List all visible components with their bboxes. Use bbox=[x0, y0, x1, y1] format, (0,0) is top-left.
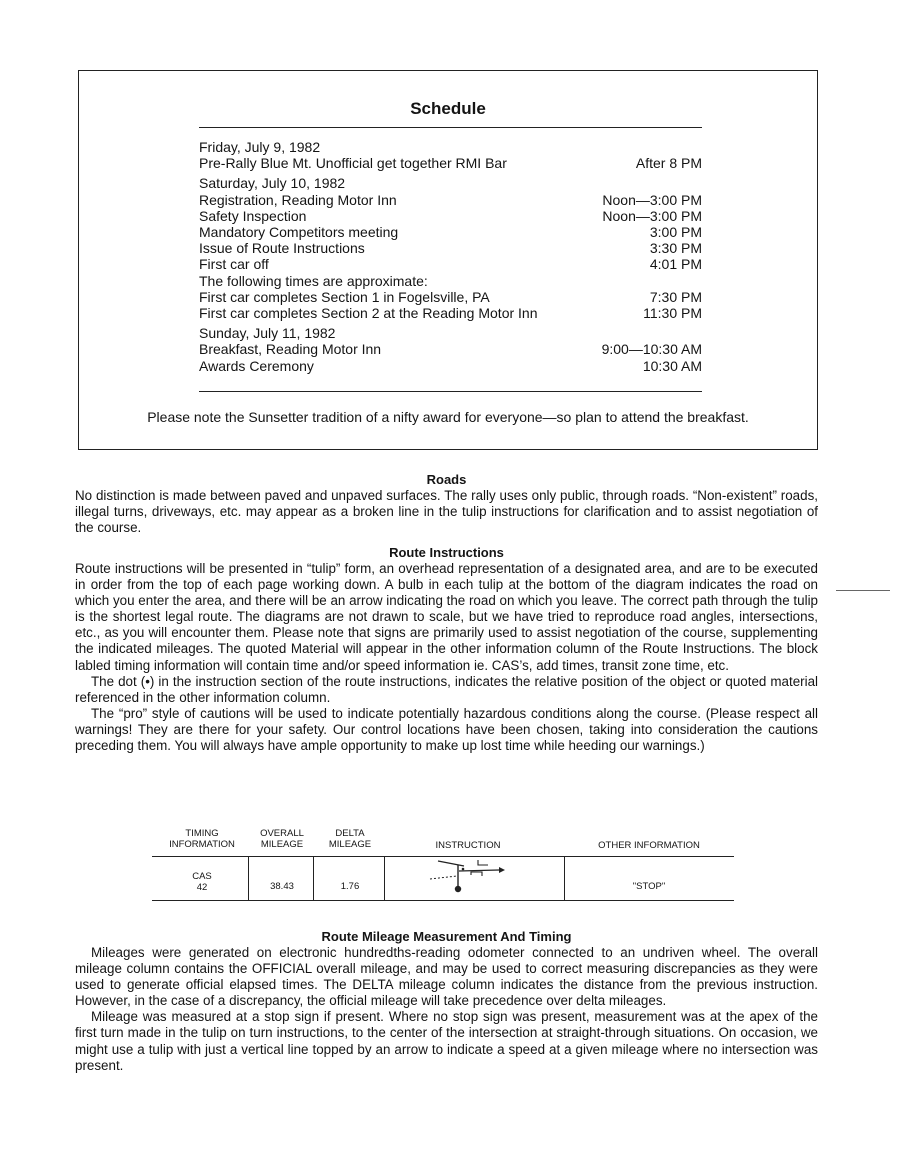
cell-timing bbox=[162, 871, 242, 893]
schedule-item bbox=[199, 224, 702, 240]
mileage-heading: Route Mileage Measurement And Timing bbox=[321, 929, 572, 944]
schedule-event: Mandatory Competitors meeting bbox=[199, 224, 399, 241]
header-line: TIMING bbox=[185, 828, 219, 839]
schedule-item bbox=[199, 208, 702, 224]
tulip-diagram-icon-graphic bbox=[424, 857, 514, 897]
roads-paragraph: No distinction is made between paved and unpaved surfaces. The rally uses only public, through roads. “Non-existent” roads, illegal turns, driveways, etc. may appear as a broken line in the tulip instructions for clarification and to assist negotiation of the course. bbox=[75, 488, 818, 536]
schedule-item bbox=[199, 305, 702, 321]
header-overall-mileage bbox=[252, 828, 312, 850]
schedule-time: 3:00 PM bbox=[649, 224, 702, 241]
schedule-title: Schedule bbox=[410, 99, 486, 118]
schedule-event: Pre-Rally Blue Mt. Unofficial get together RMI Bar bbox=[199, 155, 507, 172]
table-divider bbox=[564, 856, 565, 900]
schedule-event: Breakfast, Reading Motor Inn bbox=[199, 341, 382, 358]
mileage-text bbox=[75, 945, 818, 1074]
schedule-time: 10:30 AM bbox=[642, 357, 702, 374]
margin-mark bbox=[836, 590, 890, 591]
header-line: INFORMATION bbox=[169, 839, 235, 850]
schedule-date: Friday, July 9, 1982 bbox=[199, 139, 321, 155]
schedule-day-sunday bbox=[199, 325, 702, 374]
tulip-diagram-icon bbox=[424, 857, 514, 900]
schedule-date: Saturday, July 10, 1982 bbox=[199, 175, 346, 192]
header-line: MILEAGE bbox=[260, 839, 304, 850]
table-divider bbox=[384, 856, 385, 900]
schedule-item bbox=[199, 273, 702, 289]
route-instructions-paragraph-3: The “pro” style of cautions will be used to indicate potentially hazardous conditions along the course. (Please respect all warnings! They are there for your safety. Our control locations have been chosen, taking into consideration the cautions preceding them. You will always have ample opportunity to make up lost time while heeding our warnings.) bbox=[75, 705, 818, 754]
header-line: OVERALL bbox=[260, 828, 304, 839]
roads-heading: Roads bbox=[426, 472, 467, 487]
cell-line: 42 bbox=[196, 882, 208, 893]
route-instructions-heading: Route Instructions bbox=[389, 545, 504, 560]
schedule-event: Issue of Route Instructions bbox=[199, 240, 365, 257]
route-instruction-example-table bbox=[152, 826, 734, 902]
route-instructions-paragraph-2: The dot (•) in the instruction section of the route instructions, indicates the relative position of the object or quoted material referenced in the other information column. bbox=[75, 673, 818, 705]
header-timing-information bbox=[162, 828, 242, 850]
schedule-time: 4:01 PM bbox=[649, 256, 702, 273]
schedule-box bbox=[78, 70, 818, 450]
schedule-list bbox=[199, 139, 702, 378]
cell-delta-mileage: 1.76 bbox=[340, 881, 360, 892]
schedule-item bbox=[199, 358, 702, 374]
schedule-time: Noon—3:00 PM bbox=[602, 191, 702, 208]
schedule-event: Registration, Reading Motor Inn bbox=[199, 191, 397, 208]
schedule-event: First car completes Section 2 at the Reading Motor Inn bbox=[199, 305, 538, 322]
table-divider bbox=[248, 856, 249, 900]
schedule-item bbox=[199, 240, 702, 256]
schedule-time: 7:30 PM bbox=[649, 288, 702, 305]
schedule-event: Awards Ceremony bbox=[199, 357, 314, 374]
route-instructions-text bbox=[75, 561, 818, 754]
header-instruction: INSTRUCTION bbox=[435, 840, 501, 851]
header-delta-mileage bbox=[320, 828, 380, 850]
cell-other-information: "STOP" bbox=[632, 881, 666, 892]
schedule-date: Sunday, July 11, 1982 bbox=[199, 325, 336, 342]
header-line: DELTA bbox=[335, 828, 365, 839]
schedule-event: First car off bbox=[199, 256, 269, 273]
schedule-note: Please note the Sunsetter tradition of a nifty award for everyone—so plan to attend the breakfast. bbox=[147, 409, 749, 425]
schedule-time: 11:30 PM bbox=[643, 305, 702, 322]
cell-line: CAS bbox=[192, 871, 212, 882]
mileage-paragraph-2: Mileage was measured at a stop sign if present. Where no stop sign was present, measurement was at the apex of the first turn made in the tulip on turn instructions, to the center of the intersection at straight-through situations. On occasion, we might use a tulip with just a vertical line topped by an arrow to indicate a speed at a given mileage where no intersection was present. bbox=[75, 1009, 818, 1073]
schedule-day-saturday bbox=[199, 175, 702, 321]
schedule-day-friday bbox=[199, 139, 702, 171]
schedule-item bbox=[199, 341, 702, 357]
cell-overall-mileage: 38.43 bbox=[270, 881, 294, 892]
roads-text bbox=[75, 488, 818, 536]
schedule-bottom-rule bbox=[199, 391, 702, 392]
schedule-item bbox=[199, 289, 702, 305]
schedule-time: 3:30 PM bbox=[649, 240, 702, 257]
schedule-item bbox=[199, 192, 702, 208]
schedule-event: Safety Inspection bbox=[199, 207, 307, 224]
schedule-event: The following times are approximate: bbox=[199, 272, 428, 289]
schedule-top-rule bbox=[199, 127, 702, 128]
header-other-information: OTHER INFORMATION bbox=[598, 840, 700, 851]
schedule-time: After 8 PM bbox=[635, 155, 702, 172]
route-instructions-paragraph-1: Route instructions will be presented in “tulip” form, an overhead representation of a designated area, and are to be executed in order from the top of each page working down. A bulb in each tulip at the bottom of the diagram indicates the road on which you enter the area, and there will be an arrow indicating the road on which you leave. The correct path through the tulip is the shortest legal route. The diagrams are not drawn to scale, but we have tried to reproduce road angles, intersections, etc., as you will encounter them. Please note that signs are primarily used to assist negotiation of the course, supplementing the indicated mileages. The quoted Material will appear in the other information column of the Route Instructions. The block labled timing information will contain time and/or speed information ie. CAS’s, add times, transit zone time, etc. bbox=[75, 561, 818, 673]
schedule-time: Noon—3:00 PM bbox=[602, 207, 702, 224]
table-divider bbox=[313, 856, 314, 900]
schedule-time: 9:00—10:30 AM bbox=[601, 341, 702, 358]
header-line: MILEAGE bbox=[328, 839, 372, 850]
schedule-item bbox=[199, 155, 702, 171]
schedule-event: First car completes Section 1 in Fogelsville, PA bbox=[199, 288, 490, 305]
mileage-paragraph-1: Mileages were generated on electronic hundredths-reading odometer connected to an undriven wheel. The overall mileage column contains the OFFICIAL overall mileage, and may be used to correct measuring discrepancies as they were used to generate official elapsed times. The DELTA mileage column indicates the distance from the previous instruction. However, in the case of a discrepancy, the official mileage will take precedence over delta mileages. bbox=[75, 945, 818, 1009]
table-bottom-rule bbox=[152, 900, 734, 901]
schedule-item bbox=[199, 256, 702, 272]
